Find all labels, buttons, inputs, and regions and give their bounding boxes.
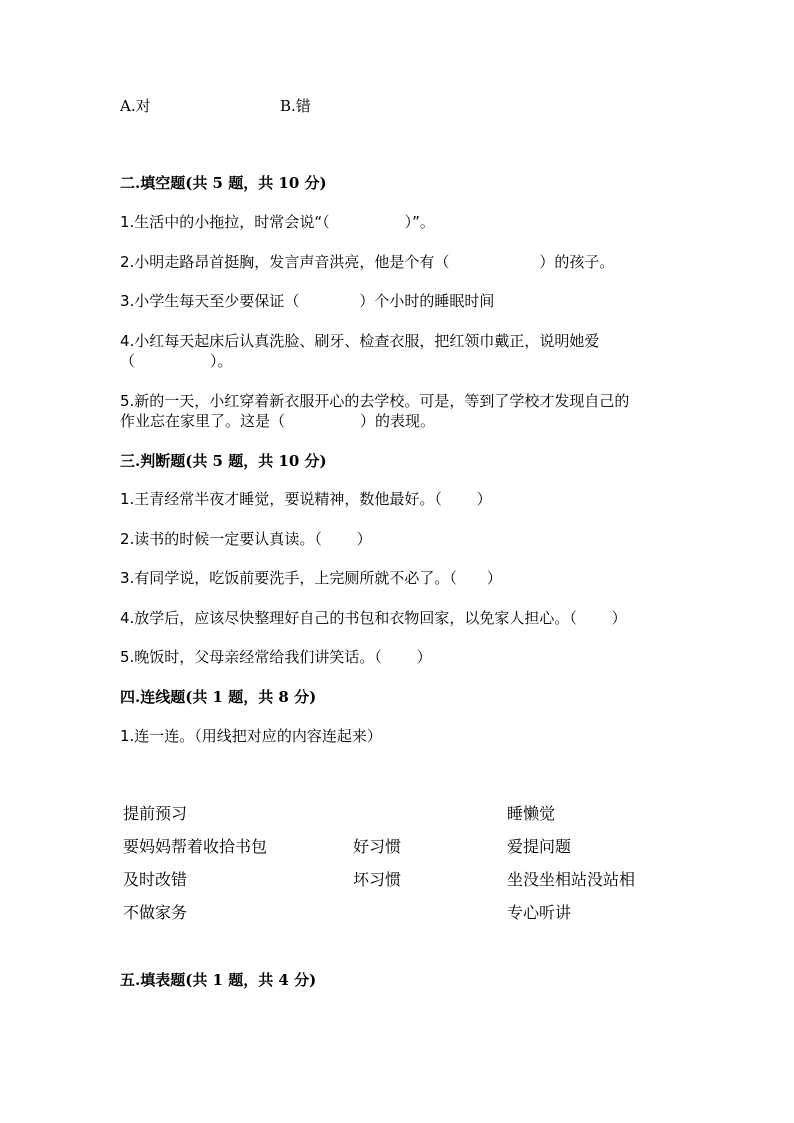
option-b: B.错 xyxy=(280,97,311,115)
match-left-item: 及时改错 xyxy=(123,870,188,889)
option-a: A.对 xyxy=(120,97,151,115)
section2-question-3: 3.小学生每天至少要保证（ ）个小时的睡眠时间 xyxy=(120,292,495,310)
section2-question-4-line1: 4.小红每天起床后认真洗脸、刷牙、检查衣服，把红领巾戴正，说明她爱 xyxy=(120,332,600,350)
match-left-item: 要妈妈帮着收拾书包 xyxy=(123,837,268,856)
section3-question-1: 1.王青经常半夜才睡觉，要说精神，数他最好。（ ） xyxy=(120,490,492,508)
section3-question-3: 3.有同学说，吃饭前要洗手，上完厕所就不必了。（ ） xyxy=(120,569,502,587)
section4-heading: 四.连线题(共 1 题，共 8 分) xyxy=(120,688,317,706)
section3-question-4: 4.放学后，应该尽快整理好自己的书包和衣物回家，以免家人担心。（ ） xyxy=(120,609,627,627)
section2-question-2: 2.小明走路昂首挺胸，发言声音洪亮，他是个有（ ）的孩子。 xyxy=(120,253,615,271)
section4-question-1: 1.连一连。（用线把对应的内容连起来） xyxy=(120,727,382,745)
match-right-item: 专心听讲 xyxy=(507,903,572,922)
match-left-item: 不做家务 xyxy=(123,903,188,922)
match-right-item: 睡懒觉 xyxy=(507,804,556,823)
match-middle-item: 坏习惯 xyxy=(353,870,402,889)
section2-question-4-line2: （ ）。 xyxy=(120,352,233,370)
match-right-item: 坐没坐相站没站相 xyxy=(507,870,636,889)
section2-heading: 二.填空题(共 5 题，共 10 分) xyxy=(120,174,327,192)
section5-heading: 五.填表题(共 1 题，共 4 分) xyxy=(120,971,317,989)
section3-question-5: 5.晚饭时，父母亲经常给我们讲笑话。（ ） xyxy=(120,648,432,666)
match-right-item: 爱提问题 xyxy=(507,837,572,856)
section3-heading: 三.判断题(共 5 题，共 10 分) xyxy=(120,452,327,470)
section3-question-2: 2.读书的时候一定要认真读。（ ） xyxy=(120,530,372,548)
section2-question-5-line1: 5.新的一天，小红穿着新衣服开心的去学校。可是，等到了学校才发现自己的 xyxy=(120,392,630,410)
section2-question-5-line2: 作业忘在家里了。这是（ ）的表现。 xyxy=(120,412,436,430)
section2-question-1: 1.生活中的小拖拉，时常会说“（ ）”。 xyxy=(120,213,435,231)
match-middle-item: 好习惯 xyxy=(353,837,402,856)
match-left-item: 提前预习 xyxy=(123,804,188,823)
